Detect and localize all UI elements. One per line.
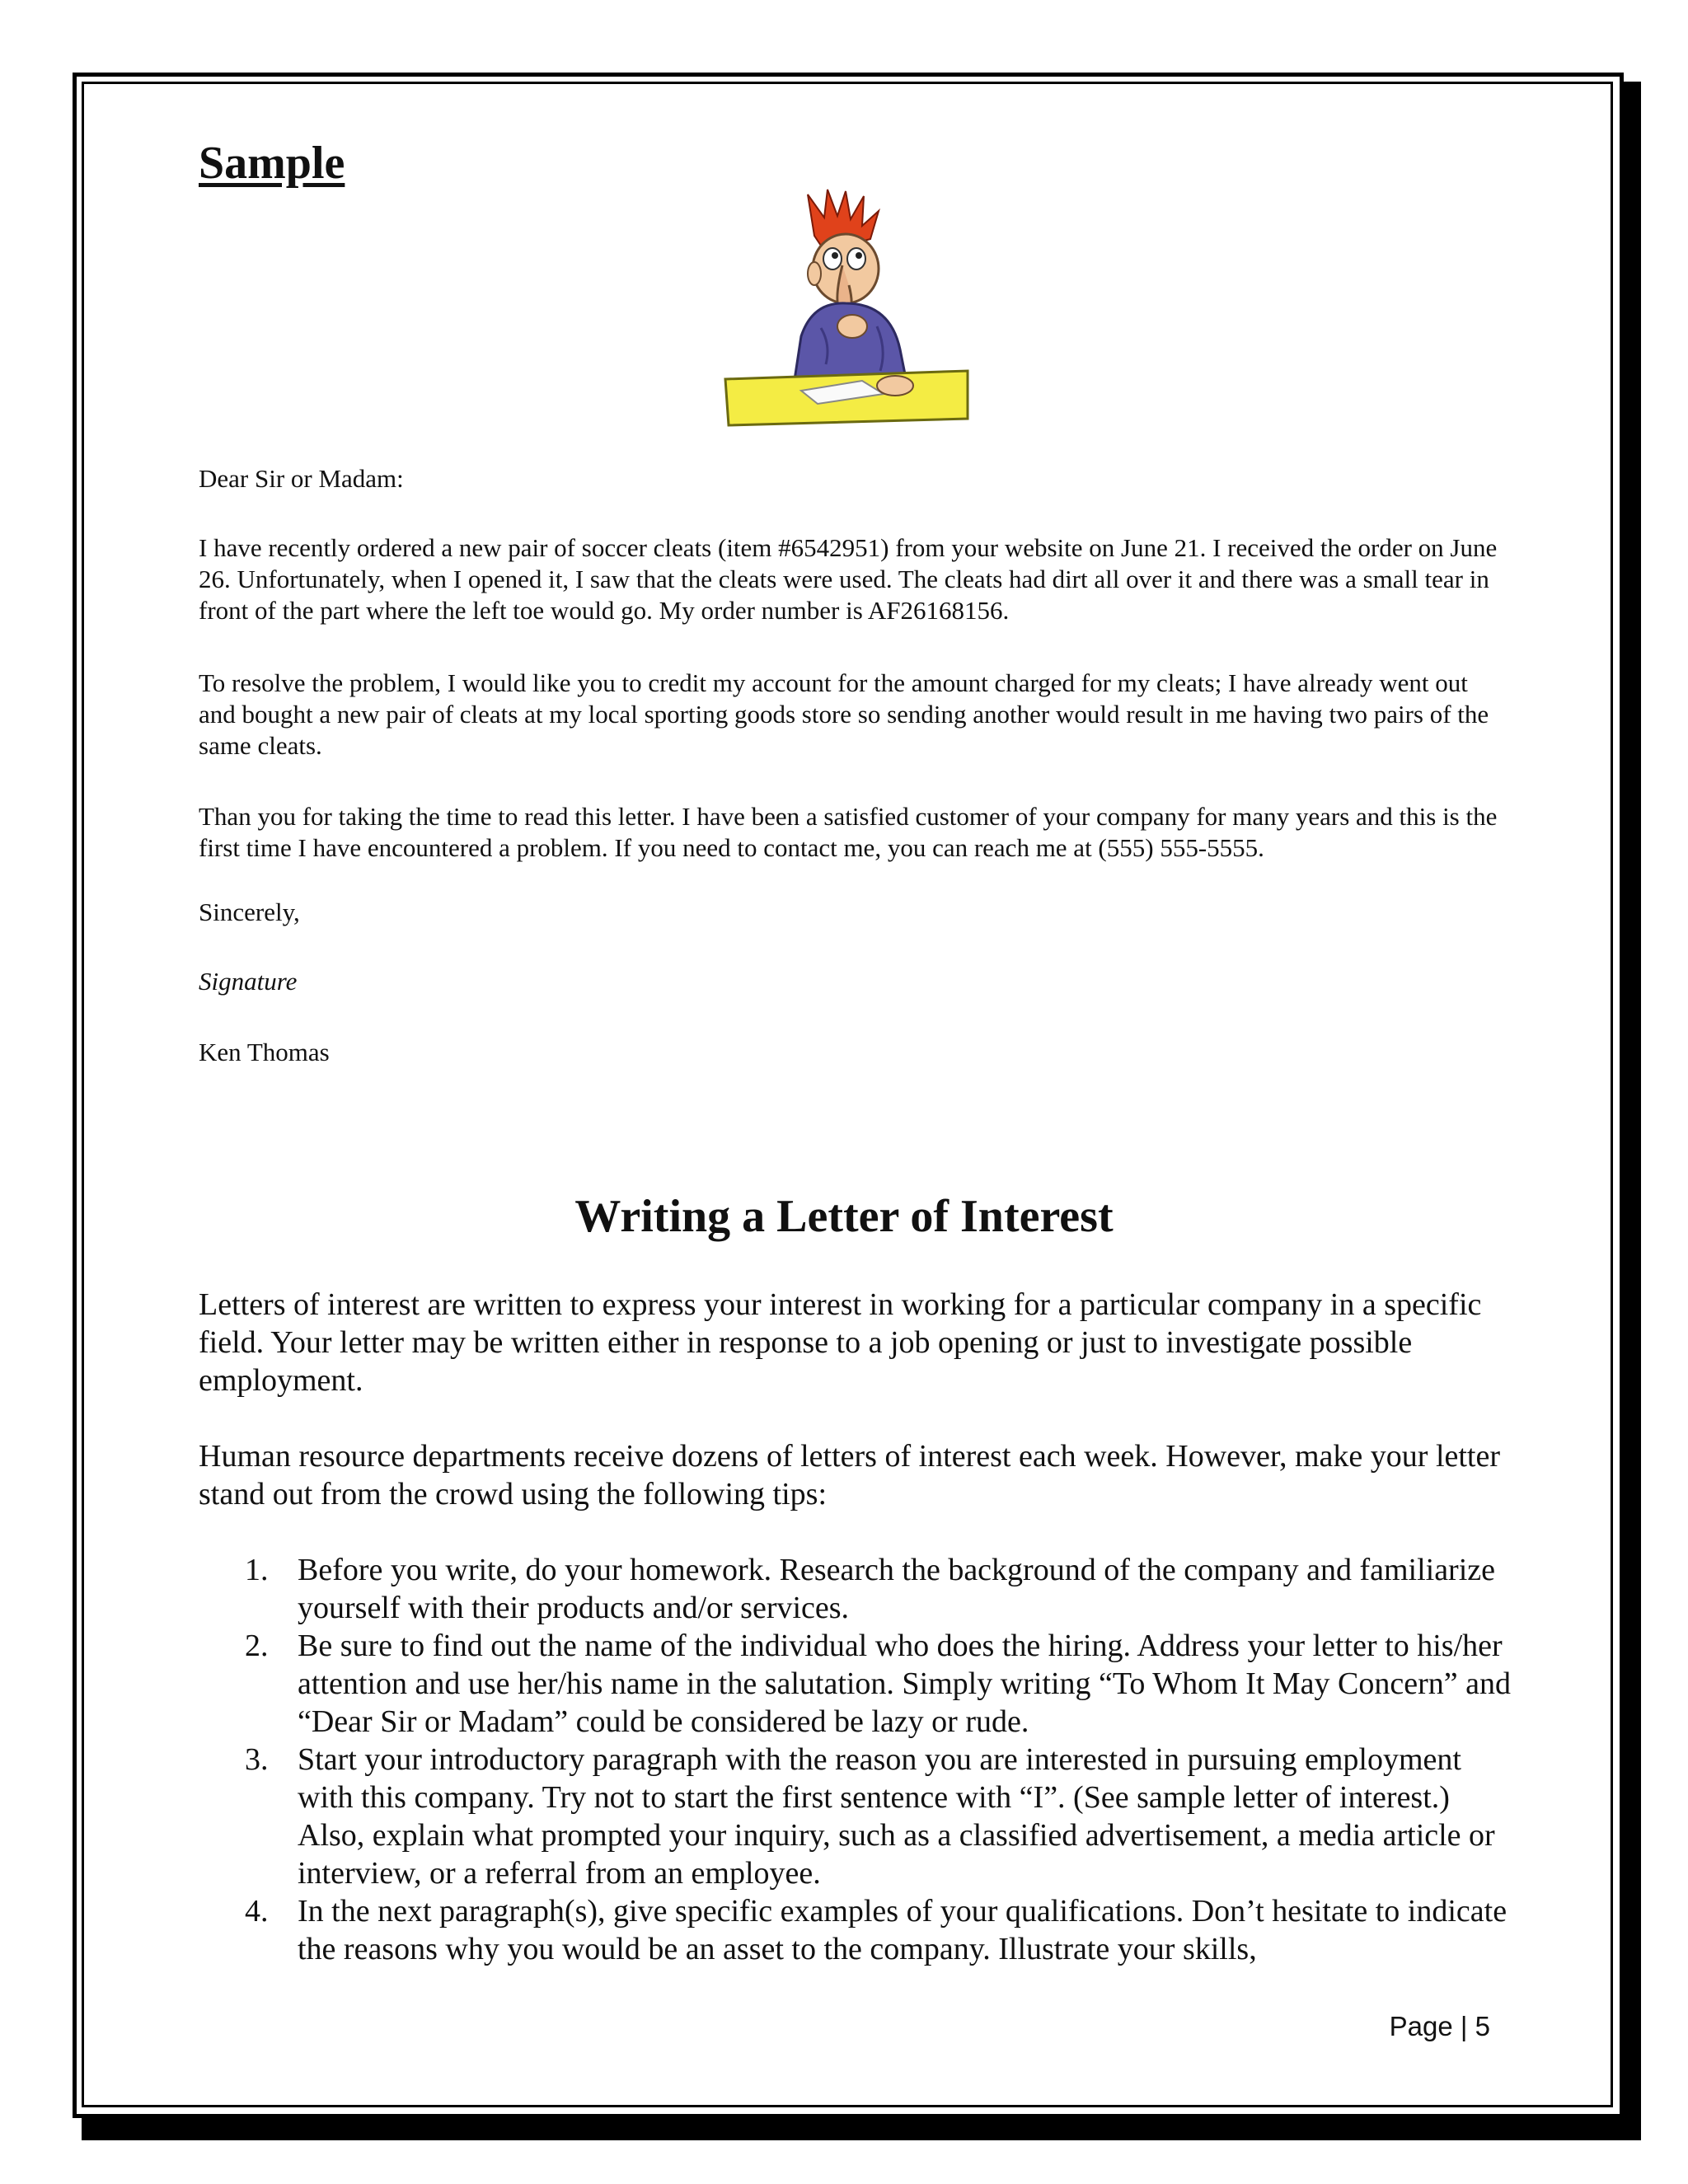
tip-text: Start your introductory paragraph with the reason you are interested in pursuing employment with this company. Try not to start the first sentence with “I”. (See sample letter of interest.) Also, explain what prompted your inquiry, such as a classified advertisement, a media article or interview, or a referral from an employee. xyxy=(298,1742,1495,1891)
letter-paragraph: Than you for taking the time to read this letter. I have been a satisfied customer of your company for many years and this is the first time I have encountered a problem. If you need to contact me, you can reach me at (555) 555-5555. xyxy=(199,802,1498,862)
sample-heading: Sample xyxy=(199,138,345,189)
tip-text: Be sure to find out the name of the individual who does the hiring. Address your letter to his/her attention and use her/his name in the salutation. Simply writing “To Whom It May Concern” and “Dear Sir or Madam” could be considered be lazy or rude. xyxy=(298,1629,1511,1739)
section-intro-paragraph: Human resource departments receive dozens of letters of interest each week. However, make your letter stand out from the crowd using the following tips: xyxy=(199,1439,1501,1511)
thinking-man-at-desk-illustration xyxy=(722,188,971,429)
tip-item xyxy=(199,1627,1517,1741)
hand xyxy=(837,315,867,338)
tip-item xyxy=(199,1892,1517,1968)
right-eye xyxy=(847,248,865,269)
letter-paragraph: To resolve the problem, I would like you to credit my account for the amount charged for my cleats; I have already went out and bought a new pair of cleats at my local sporting goods store so sending another would result in me having two pairs of the same cleats. xyxy=(199,668,1489,760)
letter-closing: Sincerely, xyxy=(199,898,300,926)
section-title: Writing a Letter of Interest xyxy=(574,1191,1114,1242)
letter-salutation: Dear Sir or Madam: xyxy=(199,464,404,493)
section-intro-paragraph: Letters of interest are written to express your interest in working for a particular company in a specific field. Your letter may be written either in response to a job opening or just to investigate possible employment. xyxy=(199,1287,1482,1398)
left-eye xyxy=(823,248,842,269)
letter-signature: Signature xyxy=(199,967,298,996)
tip-number: 1. xyxy=(245,1553,269,1587)
tips-list xyxy=(199,1551,1517,1968)
tip-number: 4. xyxy=(245,1894,269,1929)
letter-paragraph: I have recently ordered a new pair of soccer cleats (item #6542951) from your website on June 21. I received the order on June 26. Unfortunately, when I opened it, I saw that the cleats were used. The cleats had dirt all over it and there was a small tear in front of the part where the left toe would go. My order number is AF26168156. xyxy=(199,533,1498,625)
tip-text: Before you write, do your homework. Research the background of the company and familiarize yourself with their products and/or services. xyxy=(298,1553,1495,1625)
letter-sender-name: Ken Thomas xyxy=(199,1038,330,1066)
tip-item xyxy=(199,1741,1517,1892)
tip-item xyxy=(199,1551,1517,1627)
tip-number: 2. xyxy=(245,1629,269,1663)
tip-number: 3. xyxy=(245,1742,269,1777)
page-number: Page | 5 xyxy=(1389,2011,1490,2041)
tip-text: In the next paragraph(s), give specific examples of your qualifications. Don’t hesitate to indicate the reasons why you would be an asset to the company. Illustrate your skills, xyxy=(298,1894,1507,1966)
